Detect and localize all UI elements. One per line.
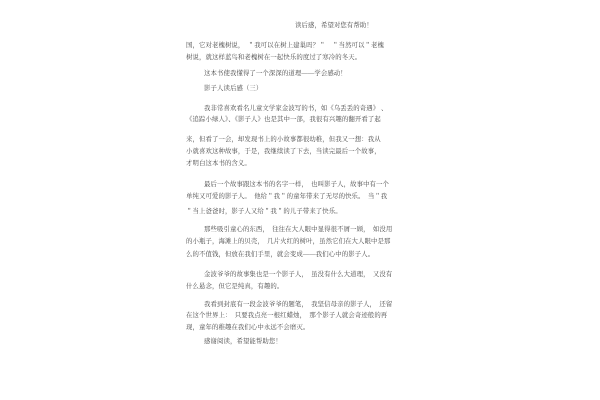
- text-line: 影子人读后感（三）: [204, 85, 263, 92]
- text-line: 我看到封底有一段金波爷爷的题笔， 我坚信母亲的影子人， 还留: [204, 301, 393, 308]
- text-line: 国，它对老槐树说， ＂我可以在树上建巢吗？＂ ＂当然可以＂老槐: [186, 42, 385, 49]
- text-line: 来，但看了一会，却发现书上的小故事都很幼稚，但我又一想：我从: [186, 136, 381, 143]
- text-line: ＂当上爸爸时，影子人又给＂我＂的儿子带来了快乐。: [186, 207, 342, 215]
- text-line: 那些吸引童心的东西， 往往在大人眼中显得很不屑一顾， 如没用: [204, 226, 393, 233]
- text-line: 小就喜欢这种故事，于是，我继续读了下去，当读完最后一个故事，: [186, 148, 381, 155]
- text-line: 单纯又可爱的影子人。 他给＂我＂的童年带来了无尽的快乐。 当＂我: [186, 193, 388, 200]
- text-line: 感谢阅读，希望能帮助您！: [204, 338, 282, 345]
- text-line: 现，童年的稚趣在我们心中永远不会磨灭。: [186, 324, 310, 331]
- text-line: 什么悬念，但它是纯真，有趣的。: [186, 283, 284, 290]
- header-note: 读后感，希望对您有帮助！: [295, 22, 373, 29]
- text-line: 这本书使我懂得了一个深深的道理——学会感动！: [204, 70, 347, 77]
- text-line: 最后一个故事跟这本书的名字一样， 也叫影子人，故事中有一个: [204, 181, 390, 188]
- text-line: 我非常喜欢看名儿童文学家金波写的书，如《乌丢丢的奇遇》 、: [204, 105, 388, 112]
- text-line: 么的不值钱，但放在我们手里，就会变成——我们心中的影子人。: [186, 251, 375, 258]
- text-line: 的小瓶子，海滩上的贝壳， 几片火红的树叶，虽然它们在大人眼中是那: [186, 238, 391, 245]
- text-line: 《追踪小绿人》、《影子人》也是其中一部，我很有兴趣的翻开看了起: [186, 116, 381, 123]
- text-line: 才明白这本书的含义。: [186, 159, 251, 167]
- text-line: 树说，就这样蓝鸟和老槐树在一起快乐的度过了寒冷的冬天。: [186, 53, 362, 61]
- text-line: 在这个世界上： 只要我点亮一根红蜡烛， 那个影子人就会奇迹般的再: [186, 312, 388, 319]
- text-line: 金波爷爷的故事集也是一个影子人， 虽没有什么大道理， 又没有: [204, 271, 393, 278]
